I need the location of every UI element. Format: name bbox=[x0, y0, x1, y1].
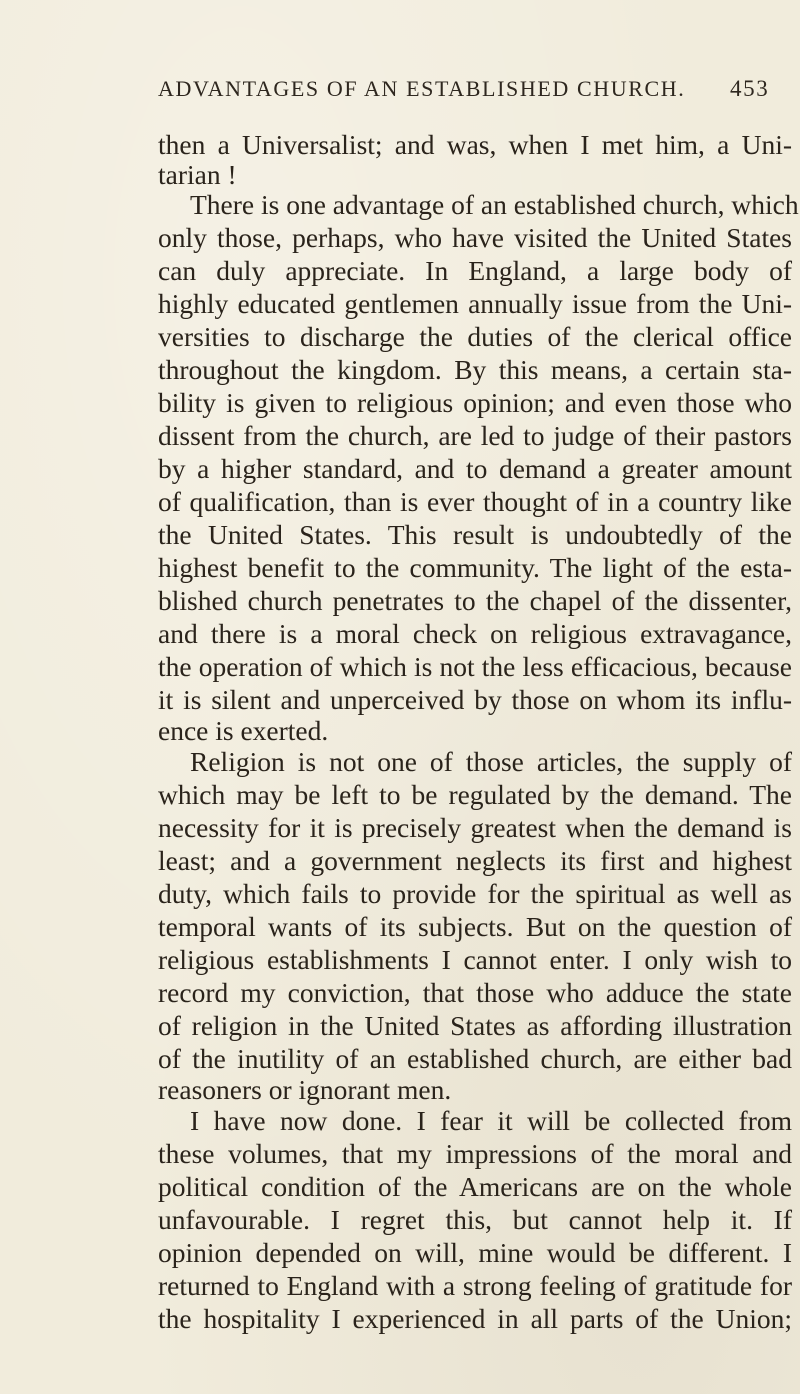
text-line: of the inutility of an established church, are either bad bbox=[158, 1043, 792, 1074]
page-number: 453 bbox=[730, 76, 770, 101]
paragraph-start-line: There is one advantage of an established church, which bbox=[190, 189, 799, 220]
text-line: temporal wants of its subjects. But on the question of bbox=[158, 911, 792, 942]
text-line: the United States. This result is undoubtedly of the bbox=[158, 519, 792, 550]
text-line: duty, which fails to provide for the spiritual as well as bbox=[158, 878, 792, 909]
text-line: reasoners or ignorant men. bbox=[158, 1074, 452, 1105]
text-line: which may be left to be regulated by the demand. The bbox=[158, 779, 792, 810]
text-line: throughout the kingdom. By this means, a certain sta- bbox=[158, 354, 792, 385]
text-line: and there is a moral check on religious extravagance, bbox=[158, 618, 792, 649]
text-line: by a higher standard, and to demand a greater amount bbox=[158, 453, 792, 484]
text-line: dissent from the church, are led to judge of their pastors bbox=[158, 420, 792, 451]
text-line: blished church penetrates to the chapel of the dissenter, bbox=[158, 585, 792, 616]
text-line: bility is given to religious opinion; and even those who bbox=[158, 387, 792, 418]
text-line: tarian ! bbox=[158, 159, 237, 190]
text-line: political condition of the Americans are on the whole bbox=[158, 1171, 792, 1202]
running-head bbox=[158, 76, 798, 106]
text-line: the hospitality I experienced in all parts of the Union; bbox=[158, 1303, 792, 1334]
paragraph-start-line: I have now done. I fear it will be collected from bbox=[190, 1105, 792, 1136]
text-line: returned to England with a strong feeling of gratitude for bbox=[158, 1270, 792, 1301]
text-line: necessity for it is precisely greatest when the demand is bbox=[158, 812, 792, 843]
text-line: it is silent and unperceived by those on whom its influ- bbox=[158, 684, 792, 715]
text-line: unfavourable. I regret this, but cannot help it. If bbox=[158, 1204, 792, 1235]
text-line: of religion in the United States as affording illustration bbox=[158, 1010, 792, 1041]
text-line: ence is exerted. bbox=[158, 715, 329, 746]
text-line: these volumes, that my impressions of the moral and bbox=[158, 1138, 792, 1169]
text-line: can duly appreciate. In England, a large body of bbox=[158, 255, 792, 286]
text-line: record my conviction, that those who adduce the state bbox=[158, 977, 792, 1008]
text-line: religious establishments I cannot enter. I only wish to bbox=[158, 944, 792, 975]
text-line: least; and a government neglects its first and highest bbox=[158, 845, 792, 876]
running-head-title: ADVANTAGES OF AN ESTABLISHED CHURCH. bbox=[158, 76, 686, 101]
text-line: the operation of which is not the less efficacious, because bbox=[158, 651, 792, 682]
text-line: only those, perhaps, who have visited the United States bbox=[158, 222, 792, 253]
text-line: highly educated gentlemen annually issue from the Uni- bbox=[158, 288, 792, 319]
text-line: of qualification, than is ever thought of in a country like bbox=[158, 486, 792, 517]
paragraph-start-line: Religion is not one of those articles, the supply of bbox=[190, 746, 792, 777]
text-line: highest benefit to the community. The light of the esta- bbox=[158, 552, 792, 583]
text-line: then a Universalist; and was, when I met him, a Uni- bbox=[158, 129, 792, 160]
text-line: versities to discharge the duties of the clerical office bbox=[158, 321, 792, 352]
text-line: opinion depended on will, mine would be different. I bbox=[158, 1237, 792, 1268]
